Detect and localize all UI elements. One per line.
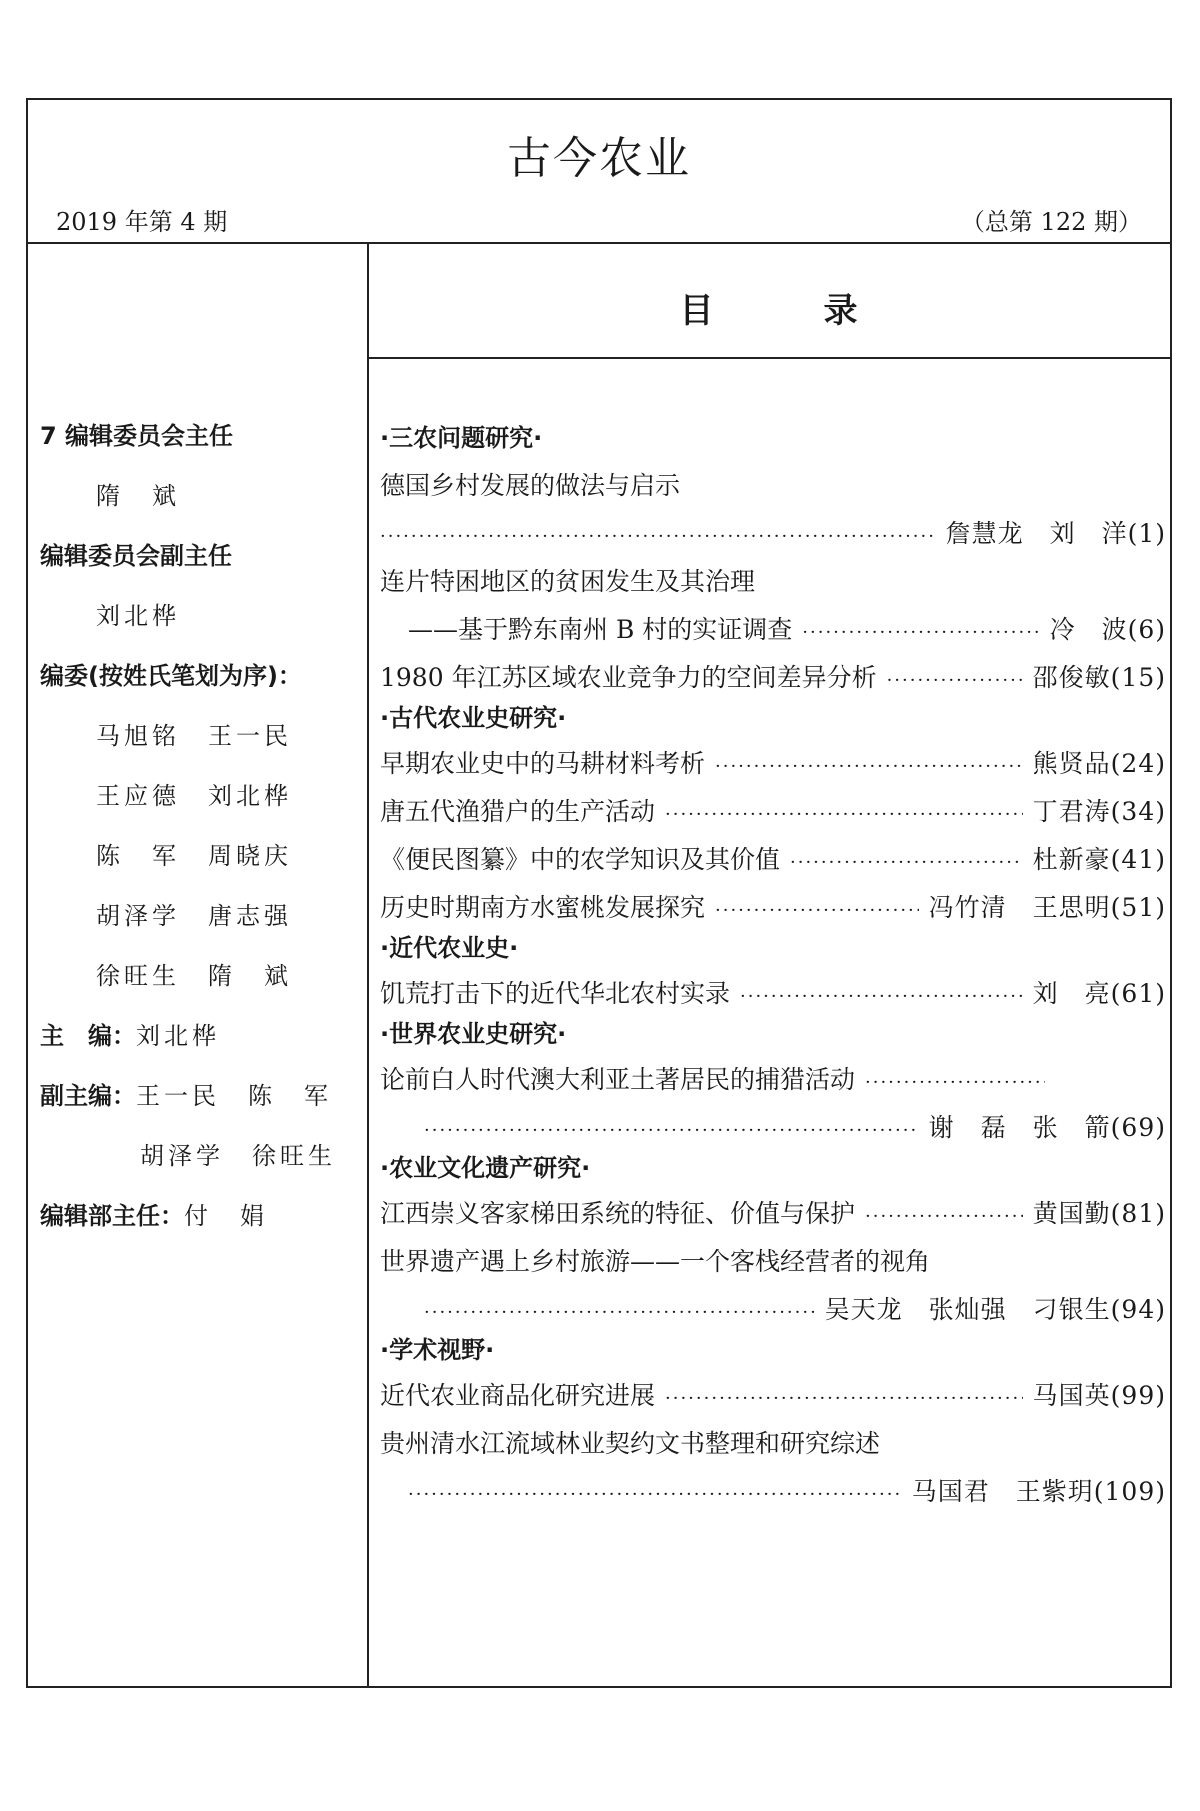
chief-editor-label: 主 编： <box>40 1022 136 1050</box>
deputy-editor-line <box>40 1076 332 1111</box>
toc-entry[interactable] <box>380 792 1166 832</box>
section-heading: ·学术视野· <box>380 1336 495 1364</box>
toc-entry[interactable] <box>380 610 1166 650</box>
article-title: 近代农业商品化研究进展 <box>380 1381 656 1410</box>
chair-names: 隋 斌 <box>96 482 180 510</box>
section-heading: ·世界农业史研究· <box>380 1020 567 1048</box>
article-title[interactable]: 德国乡村发展的做法与启示 <box>380 471 681 500</box>
vice-chair-names: 刘北桦 <box>96 602 180 630</box>
deputy-editor-label: 副主编： <box>40 1082 136 1110</box>
article-title: 《便民图纂》中的农学知识及其价值 <box>380 845 781 874</box>
article-title: 江西崇义客家梯田系统的特征、价值与保护 <box>380 1199 856 1228</box>
article-authors: 谢 磊 张 箭(69) <box>928 1113 1166 1142</box>
article-authors: 杜新豪(41) <box>1032 845 1166 874</box>
leader-dots <box>865 1072 1045 1093</box>
toc-entry[interactable] <box>380 888 1166 928</box>
article-title[interactable]: 世界遗产遇上乡村旅游——一个客栈经营者的视角 <box>380 1247 931 1276</box>
journal-title: 古今农业 <box>507 133 691 184</box>
issue-number: 2019 年第 4 期 <box>56 208 228 236</box>
leader-dots <box>665 804 1023 825</box>
article-title: 唐五代渔猎户的生产活动 <box>380 797 656 826</box>
chief-editor-name: 刘北桦 <box>136 1022 220 1050</box>
leader-dots <box>408 1484 902 1505</box>
leader-dots <box>790 852 1023 873</box>
office-head-line <box>40 1196 268 1231</box>
office-head-label: 编辑部主任： <box>40 1202 184 1230</box>
section-heading: ·农业文化遗产研究· <box>380 1154 591 1182</box>
article-title[interactable]: 连片特困地区的贫困发生及其治理 <box>380 567 756 596</box>
total-issue-number: （总第 122 期） <box>960 208 1142 236</box>
toc-entry[interactable] <box>380 840 1166 880</box>
leader-dots <box>380 526 936 547</box>
article-authors: 熊贤品(24) <box>1032 749 1166 778</box>
leader-dots <box>665 1388 1023 1409</box>
leader-dots <box>715 900 919 921</box>
contents-page-frame <box>26 98 1172 1688</box>
section-heading: ·近代农业史· <box>380 934 519 962</box>
vice-chair-label: 编辑委员会副主任 <box>40 542 232 570</box>
toc-heading: 目录 <box>679 291 968 331</box>
leader-dots <box>424 1120 919 1141</box>
article-title: 饥荒打击下的近代华北农村实录 <box>380 979 731 1008</box>
article-authors: 冯竹清 王思明(51) <box>928 893 1166 922</box>
column-divider <box>367 242 369 1686</box>
article-title: 1980 年江苏区域农业竞争力的空间差异分析 <box>380 663 877 692</box>
toc-entry[interactable] <box>380 658 1166 698</box>
toc-entry[interactable] <box>380 1060 1166 1100</box>
toc-entry-authors[interactable] <box>380 1108 1166 1148</box>
leader-dots <box>802 622 1039 643</box>
leader-dots <box>740 986 1023 1007</box>
section-heading: ·三农问题研究· <box>380 424 543 452</box>
article-authors: 丁君涛(34) <box>1032 797 1166 826</box>
member-line: 王应德 刘北桦 <box>96 782 292 810</box>
article-title: 历史时期南方水蜜桃发展探究 <box>380 893 706 922</box>
leader-dots <box>865 1206 1023 1227</box>
section-heading: ·古代农业史研究· <box>380 704 567 732</box>
article-authors: 邵俊敏(15) <box>1032 663 1166 692</box>
article-title: 早期农业史中的马耕材料考析 <box>380 749 706 778</box>
toc-entry-authors[interactable] <box>380 1290 1166 1330</box>
article-title[interactable]: 贵州清水江流域林业契约文书整理和研究综述 <box>380 1429 881 1458</box>
member-line: 马旭铭 王一民 <box>96 722 292 750</box>
article-subtitle: ——基于黔东南州 B 村的实证调查 <box>408 615 793 644</box>
leader-dots <box>887 670 1023 691</box>
toc-entry-authors[interactable] <box>380 1472 1166 1512</box>
member-line: 胡泽学 唐志强 <box>96 902 292 930</box>
article-authors: 黄国勤(81) <box>1032 1199 1166 1228</box>
deputy-editor-names: 王一民 陈 军 <box>136 1082 332 1110</box>
article-authors: 马国君 王紫玥(109) <box>911 1477 1166 1506</box>
toc-entry-authors[interactable] <box>380 514 1166 554</box>
article-authors: 刘 亮(61) <box>1032 979 1166 1008</box>
toc-entry[interactable] <box>380 1376 1166 1416</box>
toc-heading-divider <box>367 357 1170 359</box>
leader-dots <box>424 1302 815 1323</box>
article-authors: 冷 波(6) <box>1049 615 1166 644</box>
deputy-editor-names-2: 胡泽学 徐旺生 <box>140 1142 336 1170</box>
toc-entry[interactable] <box>380 1194 1166 1234</box>
article-authors: 吴天龙 张灿强 刁银生(94) <box>824 1295 1166 1324</box>
toc-entry[interactable] <box>380 744 1166 784</box>
article-title: 论前白人时代澳大利亚土著居民的捕猎活动 <box>380 1065 856 1094</box>
chair-label: 7 编辑委员会主任 <box>40 422 234 450</box>
member-line: 陈 军 周晓庆 <box>96 842 292 870</box>
header-divider <box>28 242 1170 244</box>
leader-dots <box>715 756 1023 777</box>
article-authors: 詹慧龙 刘 洋(1) <box>945 519 1166 548</box>
toc-entry[interactable] <box>380 974 1166 1014</box>
office-head-name: 付 娟 <box>184 1202 268 1230</box>
article-authors: 马国英(99) <box>1032 1381 1166 1410</box>
members-label: 编委(按姓氏笔划为序)： <box>40 662 302 690</box>
member-line: 徐旺生 隋 斌 <box>96 962 292 990</box>
chief-editor-line <box>40 1016 220 1051</box>
